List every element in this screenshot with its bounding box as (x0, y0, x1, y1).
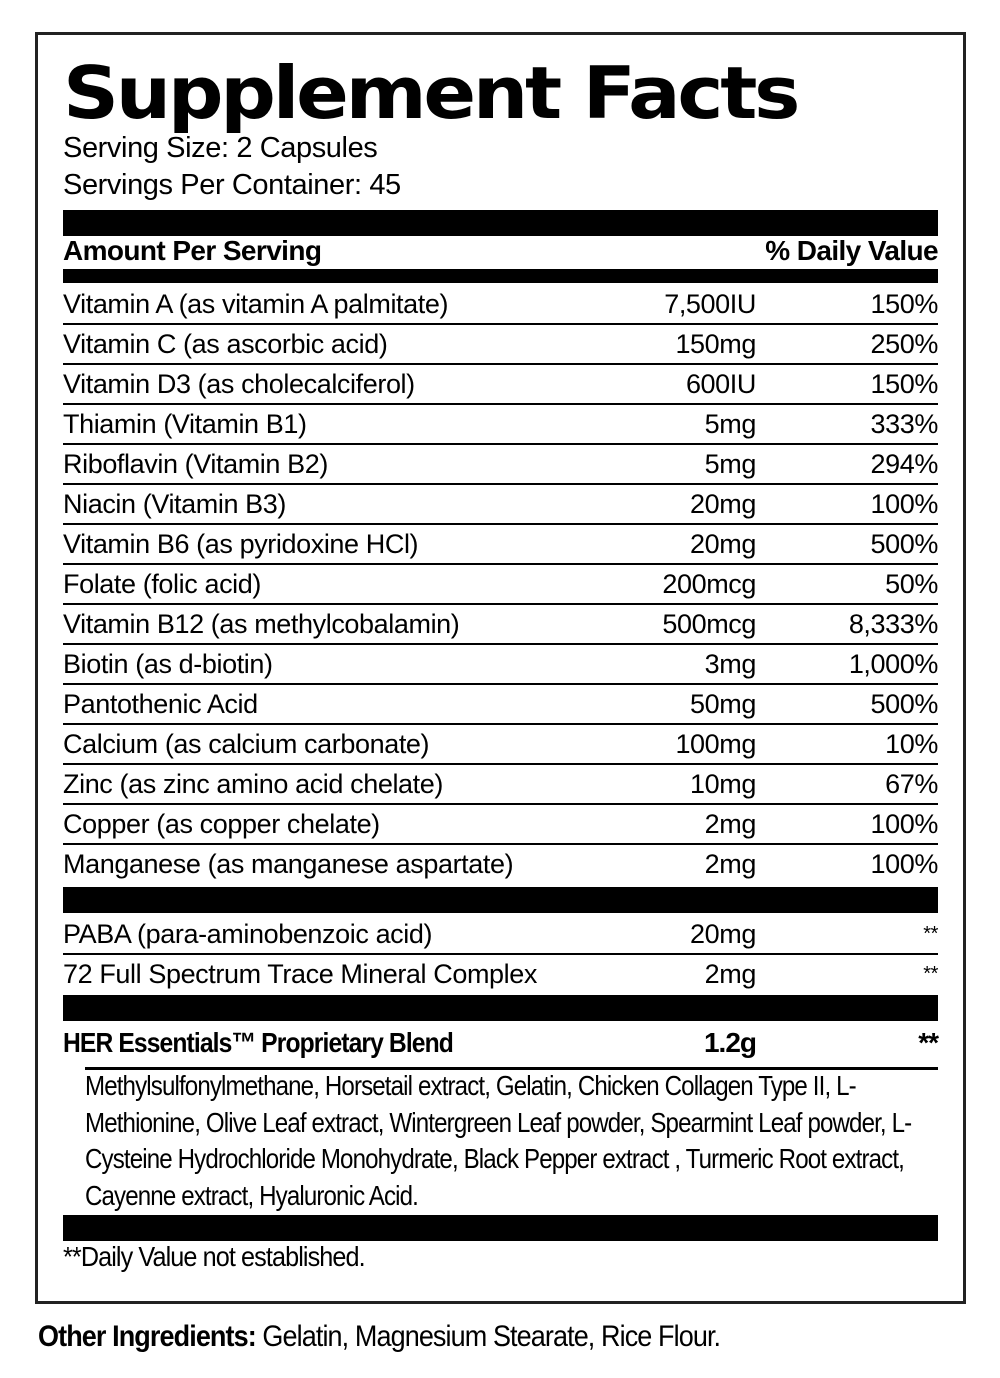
nutrient-row (63, 405, 938, 445)
nutrient-daily-value: 500% (870, 529, 938, 559)
nutrient-daily-value: 10% (885, 729, 938, 759)
nutrient-amount: 2mg (704, 809, 756, 839)
nutrient-name: Thiamin (Vitamin B1) (63, 409, 307, 439)
daily-value-header: % Daily Value (765, 235, 938, 266)
nutrient-daily-value: 500% (870, 689, 938, 719)
nutrient-daily-value: 67% (885, 769, 938, 799)
nutrient-amount: 10mg (690, 769, 756, 799)
nutrient-name: Pantothenic Acid (63, 689, 258, 719)
blend-amount: 1.2g (703, 1027, 756, 1058)
nutrient-name: Biotin (as d-biotin) (63, 649, 273, 679)
supplement-facts-panel (35, 32, 966, 1304)
other-ingredients (38, 1320, 720, 1354)
footnote: **Daily Value not established. (63, 1241, 365, 1272)
nutrient-name: Vitamin C (as ascorbic acid) (63, 329, 388, 359)
blend-ingredients: Methylsulfonylmethane, Horsetail extract, Gelatin, Chicken Collagen Type II, L-Methionine, Olive Leaf extract, Wintergreen Leaf powder, Spearmint Leaf powder, L-Cysteine Hydrochloride Monohydrate, Black Pepper extract , Turmeric Root extract, Cayenne extract, Hyaluronic Acid. (85, 1070, 912, 1211)
nutrient-daily-value: 100% (870, 489, 938, 519)
nutrient-row (63, 685, 938, 725)
nutrient-amount: 7,500IU (664, 289, 756, 319)
nutrient-name: Calcium (as calcium carbonate) (63, 729, 430, 759)
nutrient-amount: 3mg (704, 649, 756, 679)
nutrient-name: Vitamin A (as vitamin A palmitate) (63, 289, 449, 319)
nutrient-daily-value: 333% (870, 409, 938, 439)
nutrient-daily-value: 150% (870, 289, 938, 319)
nutrient-amount: 50mg (690, 689, 756, 719)
nutrient-row (63, 285, 938, 325)
nutrient-name: 72 Full Spectrum Trace Mineral Complex (63, 959, 537, 989)
nutrient-name: Vitamin B6 (as pyridoxine HCl) (63, 529, 419, 559)
nutrient-row (63, 725, 938, 765)
nutrient-daily-value: 8,333% (848, 609, 938, 639)
nutrient-row (63, 365, 938, 405)
nutrient-amount: 200mcg (662, 569, 756, 599)
nutrient-daily-value: ** (923, 923, 938, 945)
nutrient-daily-value: 150% (870, 369, 938, 399)
nutrient-row (63, 565, 938, 605)
nutrient-daily-value: 250% (870, 329, 938, 359)
nutrient-name: Copper (as copper chelate) (63, 809, 380, 839)
nutrient-list (63, 285, 938, 885)
nutrient-name: Vitamin B12 (as methylcobalamin) (63, 609, 460, 639)
servings-per-container: Servings Per Container: 45 (63, 169, 401, 201)
nutrient-daily-value: 50% (885, 569, 938, 599)
nutrient-daily-value: 294% (870, 449, 938, 479)
nutrient-daily-value: ** (923, 963, 938, 985)
serving-size: Serving Size: 2 Capsules (63, 132, 378, 164)
nutrient-daily-value: 100% (870, 809, 938, 839)
other-nutrient-list (63, 915, 938, 995)
nutrient-daily-value: 100% (870, 849, 938, 879)
nutrient-amount: 20mg (690, 529, 756, 559)
column-header (63, 231, 938, 271)
nutrient-row (63, 525, 938, 565)
panel-title: Supplement Facts (63, 51, 798, 135)
nutrient-amount: 5mg (704, 449, 756, 479)
nutrient-daily-value: 1,000% (848, 649, 938, 679)
nutrient-amount: 500mcg (662, 609, 756, 639)
nutrient-row (63, 805, 938, 845)
header-divider (63, 269, 938, 283)
nutrient-amount: 600IU (685, 369, 756, 399)
section-divider (63, 887, 938, 913)
nutrient-row (63, 605, 938, 645)
nutrient-name: Vitamin D3 (as cholecalciferol) (63, 369, 415, 399)
other-ingredients-label: Other Ingredients: (38, 1320, 256, 1353)
nutrient-row (63, 645, 938, 685)
nutrient-row (63, 845, 938, 885)
nutrient-name: Manganese (as manganese aspartate) (63, 849, 514, 879)
nutrient-amount: 20mg (690, 489, 756, 519)
nutrient-name: Niacin (Vitamin B3) (63, 489, 286, 519)
nutrient-row (63, 325, 938, 365)
nutrient-name: Zinc (as zinc amino acid chelate) (63, 769, 443, 799)
other-ingredients-text: Gelatin, Magnesium Stearate, Rice Flour. (255, 1320, 721, 1353)
nutrient-row (63, 485, 938, 525)
nutrient-amount: 5mg (704, 409, 756, 439)
nutrient-row (63, 955, 938, 995)
nutrient-name: PABA (para-aminobenzoic acid) (63, 919, 433, 949)
nutrient-row (63, 445, 938, 485)
nutrient-row (63, 765, 938, 805)
nutrient-name: Riboflavin (Vitamin B2) (63, 449, 328, 479)
section-divider (63, 995, 938, 1021)
footer-divider (63, 1215, 938, 1241)
nutrient-amount: 150mg (675, 329, 756, 359)
nutrient-amount: 2mg (704, 849, 756, 879)
amount-per-serving-header: Amount Per Serving (63, 235, 322, 266)
blend-name: HER Essentials™ Proprietary Blend (63, 1027, 453, 1058)
nutrient-amount: 20mg (690, 919, 756, 949)
nutrient-amount: 2mg (704, 959, 756, 989)
proprietary-blend-row (63, 1023, 938, 1065)
nutrient-amount: 100mg (675, 729, 756, 759)
nutrient-name: Folate (folic acid) (63, 569, 261, 599)
nutrient-row (63, 915, 938, 955)
blend-daily-value: ** (918, 1027, 938, 1058)
